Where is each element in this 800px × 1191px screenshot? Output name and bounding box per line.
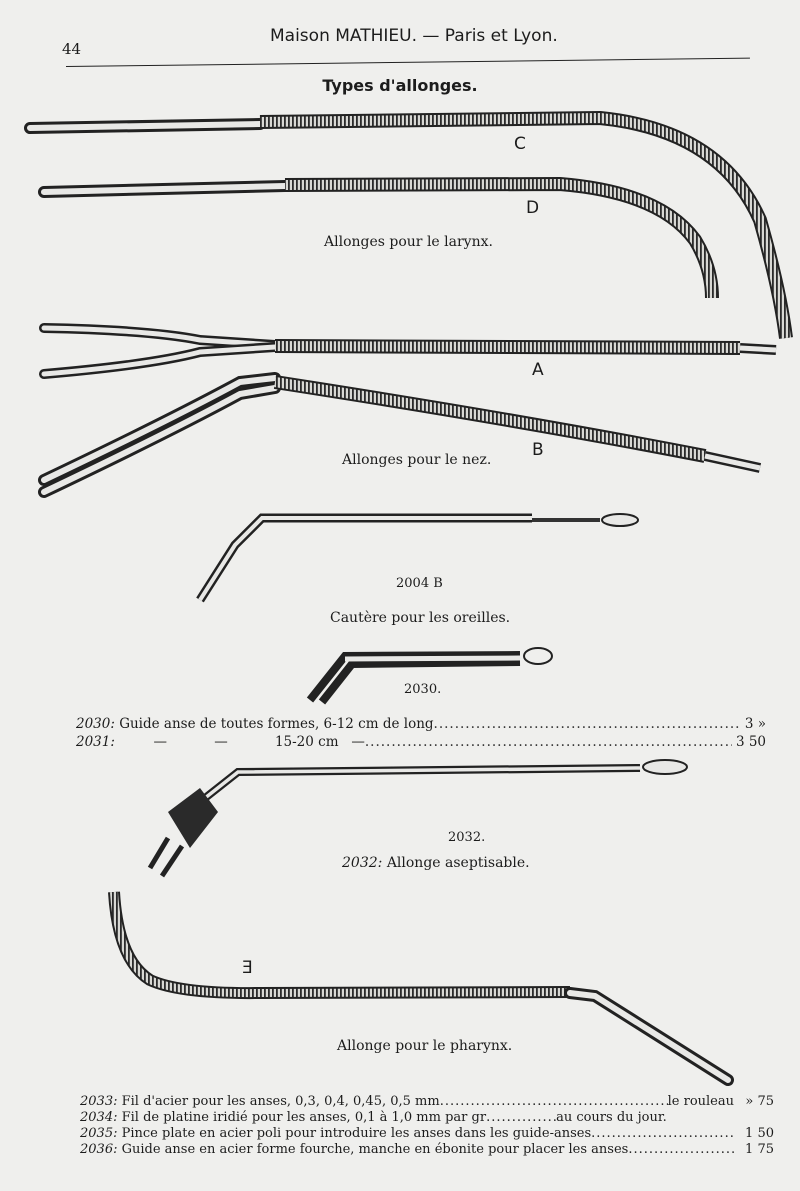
price-line-2034 [80, 1110, 774, 1125]
item-code: 2034: [80, 1110, 118, 1125]
ref-2032: 2032. [448, 830, 486, 845]
instrument-b [44, 378, 760, 492]
leader-dots [591, 1126, 734, 1141]
price-line-2036 [80, 1142, 774, 1157]
item-unit: au cours du jour. [556, 1110, 667, 1125]
caption-allonge-aseptisable [342, 855, 530, 871]
item-price: » 75 [745, 1094, 774, 1109]
item-price: 1 50 [745, 1126, 774, 1141]
price-line-2031 [76, 734, 766, 750]
label-d: D [526, 198, 540, 218]
leader-dots [434, 716, 741, 732]
item-code: 2035: [80, 1126, 118, 1141]
instrument-c [30, 118, 786, 338]
label-a: A [532, 360, 544, 380]
item-price: 3 » [744, 716, 766, 732]
label-c: C [514, 134, 526, 154]
allonge-code: 2032: [342, 855, 383, 871]
price-line-2030 [76, 716, 766, 732]
caption-larynx: Allonges pour le larynx. [324, 234, 493, 250]
instrument-a [44, 328, 776, 374]
item-text: Guide anse de toutes formes, 6-12 cm de long [119, 716, 434, 732]
item-price: 1 75 [745, 1142, 774, 1157]
item-code: 2036: [80, 1142, 118, 1157]
item-price [667, 1110, 707, 1125]
price-line-2033 [80, 1094, 774, 1109]
leader-dots [440, 1094, 668, 1109]
ref-2030: 2030. [404, 682, 442, 697]
page-number: 44 [62, 40, 82, 58]
item-text: Fil d'acier pour les anses, 0,3, 0,4, 0,45, 0,5 mm [121, 1094, 440, 1109]
leader-dots [365, 734, 732, 750]
item-text: — — 15-20 cm — [119, 734, 365, 750]
section-title: Types d'allonges. [322, 76, 478, 95]
caption-oreilles: Cautère pour les oreilles. [330, 610, 511, 626]
allonge-text: Allonge aseptisable. [386, 855, 530, 871]
header-title: Maison MATHIEU. — Paris et Lyon. [270, 26, 558, 46]
item-text: Pince plate en acier poli pour introduire les anses dans les guide-anses [121, 1126, 592, 1141]
caption-nez: Allonges pour le nez. [342, 452, 492, 468]
item-unit: le rouleau [667, 1094, 734, 1109]
item-text: Guide anse en acier forme fourche, manche en ébonite pour placer les anses [121, 1142, 629, 1157]
label-e: E [242, 958, 253, 978]
item-code: 2033: [80, 1094, 118, 1109]
item-code: 2031: [76, 734, 115, 750]
leader-dots [486, 1110, 556, 1125]
item-price: 3 50 [735, 734, 766, 750]
caption-pharynx: Allonge pour le pharynx. [337, 1038, 513, 1054]
label-b: B [532, 440, 544, 460]
price-line-2035 [80, 1126, 774, 1141]
item-code: 2030: [76, 716, 115, 732]
item-text: Fil de platine iridié pour les anses, 0,1 à 1,0 mm par gr [121, 1110, 487, 1125]
leader-dots [628, 1142, 734, 1157]
ref-2004b: 2004 B [396, 576, 443, 591]
